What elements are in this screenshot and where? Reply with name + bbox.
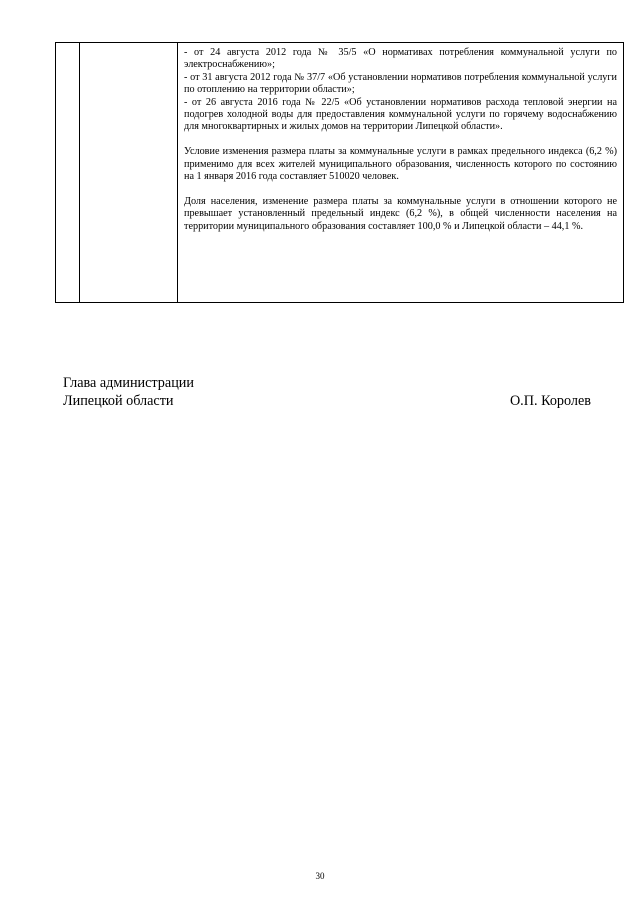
signature-title [63,374,194,410]
data-table [55,42,624,303]
list-item: - от 31 августа 2012 года № 37/7 «Об установлении нормативов потребления коммунальной услуги по отоплению на территории области»; [184,71,617,96]
table-column-name [80,43,178,302]
list-item: - от 26 августа 2016 года № 22/5 «Об установлении нормативов расхода тепловой энергии на подогрев холодной воды для предоставления коммунальной услуги по горячему водоснабжению для многоквартирных и жилых домов на территории Липецкой области». [184,96,617,133]
list-item: - от 24 августа 2012 года № 35/5 «О нормативах потребления коммунальной услуги по электроснабжению»; [184,47,617,71]
regulation-list [184,47,617,134]
signature-title-line-1: Глава администрации [63,375,194,391]
signer-name: О.П. Королев [509,393,591,409]
signature-title-line-2: Липецкой области [63,393,174,409]
page-number: 30 [315,871,325,881]
paragraph-population-share: Доля населения, изменение размера платы за коммунальные услуги в отношении которого не превышает установленный предельный индекс (6,2 %), в общей численности населения на территории муниципального образования составляет 100,0 % и Липецкой области – 44,1 %. [184,195,617,232]
table-cell-text [178,43,623,302]
paragraph-condition: Условие изменения размера платы за коммунальные услуги в рамках предельного индекса (6,2 %) применимо для всех жителей муниципального образования, численность которого по состоянию на 1 января 2016 года составляет 510020 человек. [184,146,617,183]
table-column-number [56,43,80,302]
